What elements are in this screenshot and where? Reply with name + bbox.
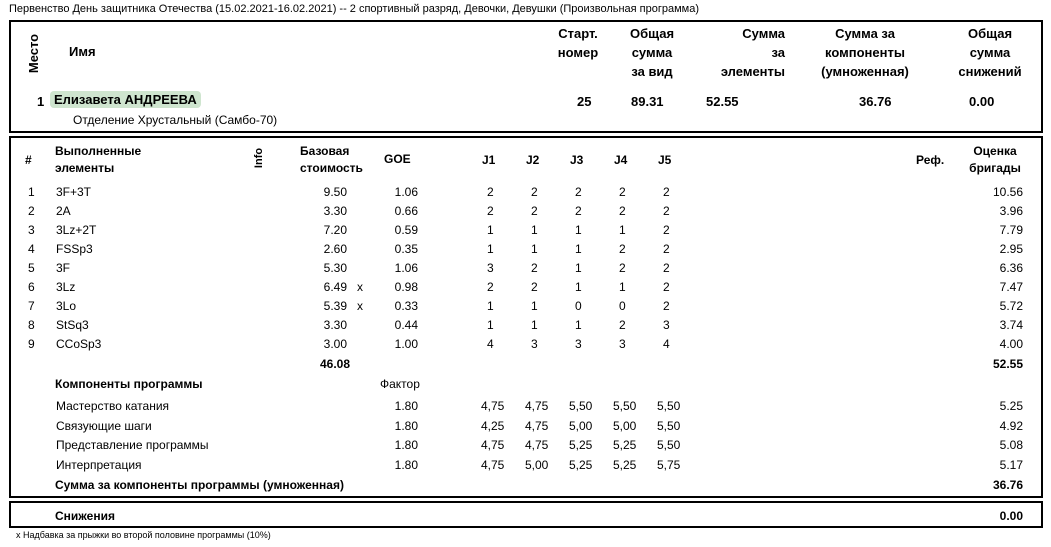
- judge4-header: J4: [614, 153, 628, 167]
- element-judge3-mark: 2: [575, 185, 582, 199]
- element-row: [0, 204, 1051, 223]
- element-judge1-mark: 1: [487, 299, 494, 313]
- components-total-score: 36.76: [992, 478, 1023, 492]
- judge2-header: J2: [526, 153, 540, 167]
- component-name: Связующие шаги: [56, 419, 152, 433]
- skater-deductions: 0.00: [969, 94, 995, 109]
- element-goe: 0.59: [394, 223, 418, 237]
- component-judge4-mark: 5,00: [613, 419, 637, 433]
- rank-header: Место: [26, 33, 42, 74]
- info-header: Info: [253, 147, 266, 169]
- element-judge2-mark: 2: [531, 280, 538, 294]
- component-judge2-mark: 5,00: [525, 458, 549, 472]
- components-sum-header: Сумма за компоненты (умноженная): [821, 26, 909, 79]
- element-judge3-mark: 2: [575, 204, 582, 218]
- skater-elements-score: 52.55: [706, 94, 739, 109]
- element-judge5-mark: 2: [663, 204, 670, 218]
- element-judge4-mark: 2: [619, 318, 626, 332]
- deductions-total: 0.00: [999, 509, 1023, 523]
- element-judge1-mark: 1: [487, 223, 494, 237]
- skater-components-score: 36.76: [859, 94, 892, 109]
- element-row: [0, 337, 1051, 356]
- element-judge3-mark: 3: [575, 337, 582, 351]
- element-base-value: 7.20: [323, 223, 347, 237]
- element-code: 3F+3T: [56, 185, 92, 199]
- element-judge4-mark: 1: [619, 280, 626, 294]
- component-judge3-mark: 5,25: [569, 458, 593, 472]
- element-judge2-mark: 1: [531, 299, 538, 313]
- element-judge2-mark: 2: [531, 204, 538, 218]
- skater-rank: 1: [37, 94, 45, 109]
- component-name: Интерпретация: [56, 458, 142, 472]
- base-value-header: Базовая стоимость: [300, 144, 363, 175]
- element-number: 5: [28, 261, 35, 275]
- element-number: 7: [28, 299, 35, 313]
- start-number-header: Старт. номер: [557, 26, 599, 60]
- element-code: CCoSp3: [56, 337, 102, 351]
- element-judge4-mark: 3: [619, 337, 626, 351]
- element-judge4-mark: 1: [619, 223, 626, 237]
- element-panel-score: 3.74: [999, 318, 1023, 332]
- components-section-title: Компоненты программы: [55, 377, 203, 391]
- element-goe: 1.06: [394, 261, 418, 275]
- component-factor: 1.80: [394, 399, 418, 413]
- element-judge3-mark: 1: [575, 223, 582, 237]
- element-base-value: 9.50: [323, 185, 347, 199]
- element-judge5-mark: 2: [663, 299, 670, 313]
- judge3-header: J3: [570, 153, 584, 167]
- element-judge2-mark: 3: [531, 337, 538, 351]
- component-score: 5.25: [999, 399, 1023, 413]
- element-judge4-mark: 2: [619, 185, 626, 199]
- element-judge4-mark: 2: [619, 242, 626, 256]
- element-panel-score: 10.56: [992, 185, 1023, 199]
- elements-score-total: 52.55: [992, 357, 1023, 371]
- element-row: [0, 261, 1051, 280]
- element-judge2-mark: 1: [531, 242, 538, 256]
- element-base-value: 3.00: [323, 337, 347, 351]
- component-judge4-mark: 5,50: [613, 399, 637, 413]
- element-bonus-mark: x: [357, 280, 363, 294]
- footnote: x Надбавка за прыжки во второй половине программы (10%): [16, 530, 271, 540]
- element-judge3-mark: 1: [575, 280, 582, 294]
- element-judge2-mark: 1: [531, 318, 538, 332]
- component-row: [0, 438, 1051, 457]
- components-total-label: Сумма за компоненты программы (умноженная): [55, 478, 344, 492]
- element-base-value: 5.30: [323, 261, 347, 275]
- element-number-header: #: [25, 153, 32, 167]
- element-judge1-mark: 1: [487, 242, 494, 256]
- element-judge1-mark: 4: [487, 337, 494, 351]
- element-judge3-mark: 0: [575, 299, 582, 313]
- element-number: 2: [28, 204, 35, 218]
- element-base-value: 6.49: [323, 280, 347, 294]
- element-base-value: 5.39: [323, 299, 347, 313]
- element-judge5-mark: 4: [663, 337, 670, 351]
- element-code: 3F: [56, 261, 71, 275]
- element-judge2-mark: 2: [531, 185, 538, 199]
- judge5-header: J5: [658, 153, 672, 167]
- element-goe: 0.33: [394, 299, 418, 313]
- element-goe: 0.44: [394, 318, 418, 332]
- element-base-value: 3.30: [323, 204, 347, 218]
- panel-score-header: Оценка бригады: [969, 144, 1021, 175]
- element-judge3-mark: 1: [575, 242, 582, 256]
- element-judge1-mark: 1: [487, 318, 494, 332]
- judge1-header: J1: [482, 153, 496, 167]
- component-row: [0, 419, 1051, 438]
- skater-total-score: 89.31: [631, 94, 664, 109]
- component-score: 5.08: [999, 438, 1023, 452]
- element-panel-score: 5.72: [999, 299, 1023, 313]
- element-panel-score: 3.96: [999, 204, 1023, 218]
- element-row: [0, 299, 1051, 318]
- element-judge5-mark: 2: [663, 242, 670, 256]
- component-judge5-mark: 5,50: [657, 399, 681, 413]
- component-name: Представление программы: [56, 438, 209, 452]
- element-goe: 0.35: [394, 242, 418, 256]
- protocol-title: Первенство День защитника Отечества (15.02.2021-16.02.2021) -- 2 спортивный разряд, Девочки, Девушки (Произвольная программа): [9, 3, 700, 15]
- component-judge5-mark: 5,75: [657, 458, 681, 472]
- component-factor: 1.80: [394, 419, 418, 433]
- element-code: 3Lz+2T: [56, 223, 97, 237]
- component-judge4-mark: 5,25: [613, 438, 637, 452]
- element-name-header: Выполненные элементы: [55, 144, 142, 175]
- component-row: [0, 458, 1051, 477]
- component-judge3-mark: 5,25: [569, 438, 593, 452]
- component-score: 4.92: [999, 419, 1023, 433]
- element-goe: 1.00: [394, 337, 418, 351]
- element-goe: 1.06: [394, 185, 418, 199]
- deductions-box: [9, 501, 1043, 528]
- skater-club: Отделение Хрустальный (Самбо-70): [73, 113, 278, 127]
- element-judge5-mark: 2: [663, 223, 670, 237]
- element-base-value: 2.60: [323, 242, 347, 256]
- element-row: [0, 318, 1051, 337]
- element-judge2-mark: 2: [531, 261, 538, 275]
- element-row: [0, 223, 1051, 242]
- skater-start-number: 25: [577, 94, 592, 109]
- component-judge4-mark: 5,25: [613, 458, 637, 472]
- element-judge5-mark: 2: [663, 261, 670, 275]
- element-judge3-mark: 1: [575, 261, 582, 275]
- component-judge1-mark: 4,75: [481, 458, 505, 472]
- element-judge2-mark: 1: [531, 223, 538, 237]
- skater-name: Елизавета АНДРЕЕВА: [50, 92, 201, 107]
- element-bonus-mark: x: [357, 299, 363, 313]
- element-code: 2A: [56, 204, 71, 218]
- element-number: 1: [28, 185, 35, 199]
- element-number: 9: [28, 337, 35, 351]
- element-judge1-mark: 2: [487, 185, 494, 199]
- element-row: [0, 185, 1051, 204]
- element-panel-score: 7.79: [999, 223, 1023, 237]
- component-judge2-mark: 4,75: [525, 419, 549, 433]
- deductions-label: Снижения: [55, 509, 115, 523]
- element-number: 3: [28, 223, 35, 237]
- element-code: 3Lo: [56, 299, 77, 313]
- elements-sum-header: Сумма за элементы: [720, 26, 785, 79]
- element-judge4-mark: 2: [619, 204, 626, 218]
- element-judge1-mark: 3: [487, 261, 494, 275]
- name-header: Имя: [69, 44, 96, 59]
- component-score: 5.17: [999, 458, 1023, 472]
- element-code: FSSp3: [56, 242, 93, 256]
- element-number: 6: [28, 280, 35, 294]
- element-panel-score: 6.36: [999, 261, 1023, 275]
- component-judge1-mark: 4,25: [481, 419, 505, 433]
- total-score-header: Общая сумма за вид: [629, 26, 675, 79]
- element-code: 3Lz: [56, 280, 76, 294]
- component-judge2-mark: 4,75: [525, 399, 549, 413]
- component-judge5-mark: 5,50: [657, 419, 681, 433]
- component-judge1-mark: 4,75: [481, 399, 505, 413]
- component-judge3-mark: 5,50: [569, 399, 593, 413]
- element-judge4-mark: 0: [619, 299, 626, 313]
- element-judge5-mark: 3: [663, 318, 670, 332]
- element-base-value: 3.30: [323, 318, 347, 332]
- element-code: StSq3: [56, 318, 89, 332]
- component-judge5-mark: 5,50: [657, 438, 681, 452]
- element-number: 8: [28, 318, 35, 332]
- component-judge3-mark: 5,00: [569, 419, 593, 433]
- deductions-sum-header: Общая сумма снижений: [958, 26, 1022, 79]
- component-factor: 1.80: [394, 458, 418, 472]
- base-value-total: 46.08: [319, 357, 350, 371]
- element-panel-score: 7.47: [999, 280, 1023, 294]
- element-panel-score: 2.95: [999, 242, 1023, 256]
- element-row: [0, 242, 1051, 261]
- factor-header: Фактор: [380, 377, 420, 391]
- element-judge1-mark: 2: [487, 280, 494, 294]
- element-panel-score: 4.00: [999, 337, 1023, 351]
- component-row: [0, 399, 1051, 418]
- element-judge5-mark: 2: [663, 185, 670, 199]
- element-judge3-mark: 1: [575, 318, 582, 332]
- element-goe: 0.98: [394, 280, 418, 294]
- component-judge2-mark: 4,75: [525, 438, 549, 452]
- goe-header: GOE: [384, 152, 411, 166]
- element-row: [0, 280, 1051, 299]
- element-number: 4: [28, 242, 35, 256]
- component-name: Мастерство катания: [56, 399, 170, 413]
- element-judge1-mark: 2: [487, 204, 494, 218]
- referee-header: Реф.: [916, 153, 945, 167]
- element-goe: 0.66: [394, 204, 418, 218]
- component-factor: 1.80: [394, 438, 418, 452]
- component-judge1-mark: 4,75: [481, 438, 505, 452]
- element-judge5-mark: 2: [663, 280, 670, 294]
- element-judge4-mark: 2: [619, 261, 626, 275]
